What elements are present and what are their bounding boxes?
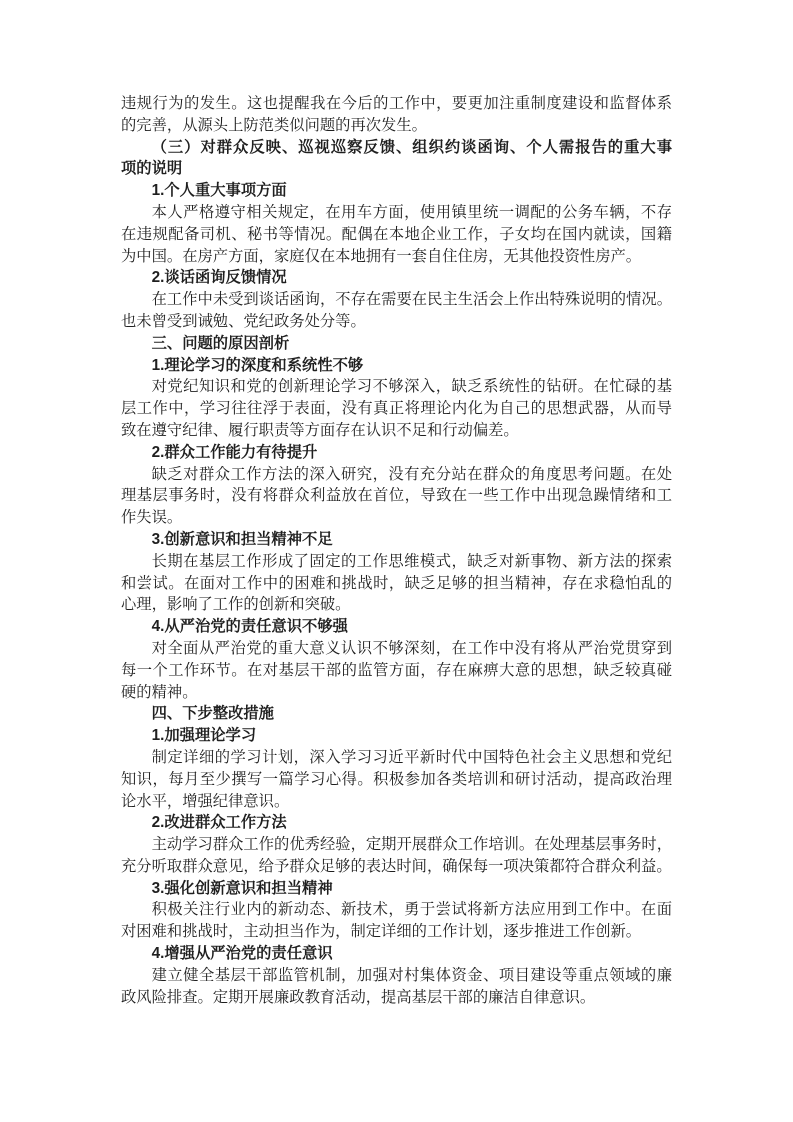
subsection-heading <box>121 442 672 464</box>
section-heading <box>121 137 672 181</box>
text-line: 对党纪知识和党的创新理论学习不够深入，缺乏系统性的钻研。在忙碌的基 <box>151 378 672 396</box>
text-line: 建立健全基层干部监管机制，加强对村集体资金、项目建设等重点领域的廉 <box>151 966 672 984</box>
paragraph <box>121 747 672 812</box>
text-line: 政风险排查。定期开展廉政教育活动，提高基层干部的廉洁自律意识。 <box>121 988 596 1006</box>
paragraph <box>121 289 672 333</box>
subsection-heading <box>121 943 672 965</box>
paragraph <box>121 638 672 703</box>
paragraph <box>121 899 672 943</box>
paragraph <box>121 376 672 441</box>
text-line: 理基层事务时，没有将群众利益放在首位，导致在一些工作中出现急躁情绪和工 <box>121 487 672 505</box>
heading-line: 2.改进群众工作方法 <box>151 814 287 832</box>
text-line: 缺乏对群众工作方法的深入研究，没有充分站在群众的角度思考问题。在处 <box>151 465 672 483</box>
text-line: 硬的精神。 <box>121 683 198 701</box>
heading-line: 三、问题的原因剖析 <box>151 334 290 352</box>
text-line: 也未曾受到诫勉、党纪政务处分等。 <box>121 312 366 330</box>
heading-line: （三）对群众反映、巡视巡察反馈、组织约谈函询、个人需报告的重大事 <box>151 138 672 156</box>
heading-line: 4.从严治党的责任意识不够强 <box>151 618 348 636</box>
section-heading <box>121 703 672 725</box>
document-body <box>121 93 672 1008</box>
heading-line: 2.群众工作能力有待提升 <box>151 443 318 461</box>
text-line: 长期在基层工作形成了固定的工作思维模式，缺乏对新事物、新方法的探索 <box>151 552 672 570</box>
text-line: 本人严格遵守相关规定，在用车方面，使用镇里统一调配的公务车辆，不存 <box>151 203 672 221</box>
subsection-heading <box>121 355 672 377</box>
text-line: 论水平，增强纪律意识。 <box>121 792 290 810</box>
text-line: 违规行为的发生。这也提醒我在今后的工作中，要更加注重制度建设和监督体系 <box>121 95 672 112</box>
subsection-heading <box>121 878 672 900</box>
text-line: 的完善，从源头上防范类似问题的再次发生。 <box>121 116 427 134</box>
text-line: 在工作中未受到谈话函询，不存在需要在民主生活会上作出特殊说明的情况。 <box>151 291 672 309</box>
heading-line: 3.创新意识和担当精神不足 <box>151 530 333 548</box>
subsection-heading <box>121 725 672 747</box>
paragraph <box>121 464 672 529</box>
text-line: 在违规配备司机、秘书等情况。配偶在本地企业工作，子女均在国内就读，国籍 <box>121 225 672 243</box>
text-line: 制定详细的学习计划，深入学习习近平新时代中国特色社会主义思想和党纪 <box>151 748 672 766</box>
text-line: 主动学习群众工作的优秀经验，定期开展群众工作培训。在处理基层事务时， <box>151 836 672 854</box>
text-line: 积极关注行业内的新动态、新技术，勇于尝试将新方法应用到工作中。在面 <box>151 901 672 919</box>
text-line: 致在遵守纪律、履行职责等方面存在认识不足和行动偏差。 <box>121 421 519 439</box>
subsection-heading <box>121 180 672 202</box>
text-line: 对全面从严治党的重大意义认识不够深刻，在工作中没有将从严治党贯穿到 <box>151 639 672 657</box>
paragraph <box>121 834 672 878</box>
paragraph <box>121 93 672 137</box>
heading-line: 3.强化创新意识和担当精神 <box>151 879 333 897</box>
heading-line: 2.谈话函询反馈情况 <box>151 269 287 287</box>
text-line: 心理，影响了工作的创新和突破。 <box>121 596 351 614</box>
text-line: 作失误。 <box>121 509 183 527</box>
text-line: 知识，每月至少撰写一篇学习心得。积极参加各类培训和研讨活动，提高政治理 <box>121 770 672 788</box>
subsection-heading <box>121 616 672 638</box>
subsection-heading <box>121 812 672 834</box>
text-line: 为中国。在房产方面，家庭仅在本地拥有一套自住住房，无其他投资性房产。 <box>121 247 642 265</box>
heading-line: 项的说明 <box>121 160 183 178</box>
paragraph <box>121 202 672 267</box>
heading-line: 1.理论学习的深度和系统性不够 <box>151 356 364 374</box>
text-line: 充分听取群众意见，给予群众足够的表达时间，确保每一项决策都符合群众利益。 <box>121 857 672 875</box>
heading-line: 四、下步整改措施 <box>151 705 274 723</box>
text-line: 和尝试。在面对工作中的困难和挑战时，缺乏足够的担当精神，存在求稳怕乱的 <box>121 574 672 592</box>
heading-line: 1.个人重大事项方面 <box>151 182 287 200</box>
subsection-heading <box>121 529 672 551</box>
text-line: 对困难和挑战时，主动担当作为，制定详细的工作计划，逐步推进工作创新。 <box>121 923 642 941</box>
paragraph <box>121 965 672 1009</box>
text-line: 层工作中，学习往往浮于表面，没有真正将理论内化为自己的思想武器，从而导 <box>121 400 672 418</box>
heading-line: 1.加强理论学习 <box>151 727 257 745</box>
heading-line: 4.增强从严治党的责任意识 <box>151 945 333 963</box>
paragraph <box>121 551 672 616</box>
text-line: 每一个工作环节。在对基层干部的监管方面，存在麻痹大意的思想，缺乏较真碰 <box>121 661 672 679</box>
section-heading <box>121 333 672 355</box>
subsection-heading <box>121 267 672 289</box>
